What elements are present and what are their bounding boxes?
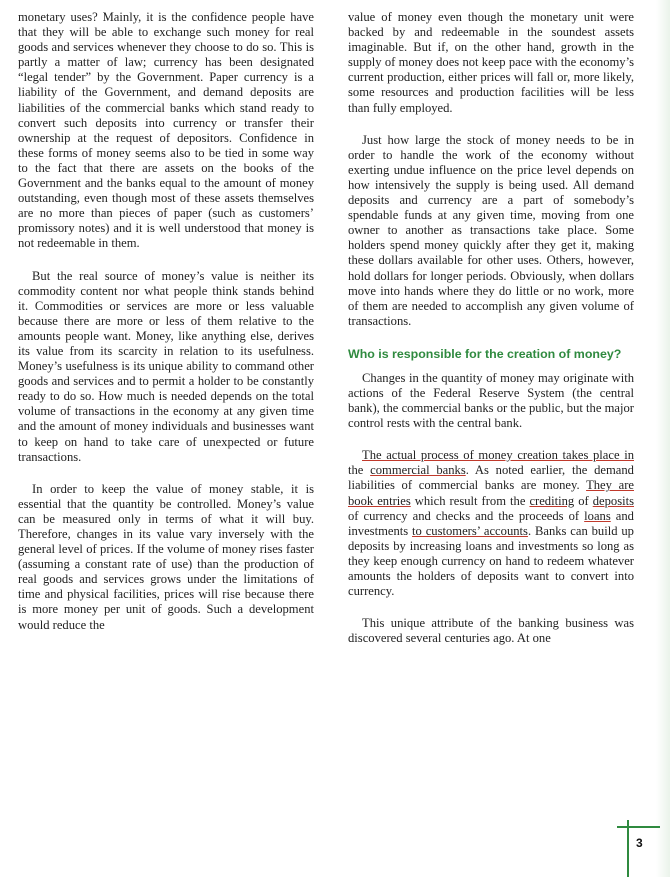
text-run: of currency and checks and the proceeds of: [348, 508, 585, 523]
text-run: of: [574, 493, 593, 508]
page-edge-tint: [656, 0, 670, 877]
underlined-phrase: loans: [584, 508, 611, 523]
left-paragraph-2: But the real source of money’s value is neither its commodity content nor what people think stands behind it. Commodities or services are more or less valuable because there are more or less of them relative to the amounts people want. Money, like anything else, derives its value from its scarcity in relation to its usefulness. Money’s usefulness is its unique ability to command other goods and services and to permit a holder to be constantly ready to do so. How much is needed depends on the total volume of transactions in the economy at any given time and the amount of money individuals and businesses want to keep on hand to take care of unexpected or future transactions.: [18, 268, 314, 464]
right-column: [348, 10, 634, 663]
corner-rule-vertical: [627, 820, 629, 877]
text-run: and investments: [348, 508, 634, 538]
underlined-phrase: They are book entries: [348, 478, 634, 508]
text-run: which result from the: [410, 493, 530, 508]
right-paragraph-1: value of money even though the monetary unit were backed by and redeemable in the soundest assets imaginable. But if, on the other hand, growth in the supply of money does not keep pace with the economy’s current production, either prices will fall or, more likely, some resources and production facilities will be less than fully employed.: [348, 10, 634, 115]
text-run: the: [348, 463, 371, 478]
left-paragraph-1: monetary uses? Mainly, it is the confidence people have that they will be able to exchange such money for real goods and services whenever they choose to do so. This is partly a matter of law; currency has been designated “legal tender” by the Government. Paper currency is a liability of the Government, and demand deposits are liabilities of the commercial banks which stand ready to convert such deposits into currency or transfer their ownership at the request of depositors. Confidence in these forms of money seems also to be tied in some way to the fact that there are assets on the books of the Government and the banks equal to the amount of money outstanding, even though most of these assets themselves are no more than pieces of paper (such as customers’ promissory notes) and it is well understood that money is not redeemable in them.: [18, 10, 314, 251]
left-column: [18, 10, 314, 650]
section-heading: Who is responsible for the creation of money?: [348, 346, 622, 361]
corner-rule-horizontal: [617, 826, 660, 828]
underlined-phrase: crediting: [529, 493, 575, 508]
right-paragraph-4: [348, 448, 634, 599]
underlined-phrase: The actual process of money creation takes place in: [362, 448, 634, 463]
page-number: 3: [636, 836, 643, 850]
underlined-phrase: commercial banks: [370, 463, 466, 478]
underlined-phrase: to customers’ accounts: [412, 523, 528, 538]
text-run: . As noted earlier, the demand liabilities of commercial banks are money.: [348, 463, 634, 493]
text-run: . Banks can build up deposits by increasing loans and investments so long as they keep enough currency on hand to redeem whatever amounts the holders of deposits want to convert into currency.: [348, 523, 634, 599]
right-paragraph-2: Just how large the stock of money needs to be in order to handle the work of the economy without exerting undue influence on the price level depends on how intensively the supply is being used. All demand deposits and currency are a part of somebody’s spendable funds at any given time, moving from one owner to another as transactions take place. Some holders spend money quickly after they get it, making these dollars available for other uses. Others, however, hold dollars for longer periods. Obviously, when dollars move into hands where they do little or no work, more of them are needed to accomplish any given volume of transactions.: [348, 132, 634, 328]
right-paragraph-3: Changes in the quantity of money may originate with actions of the Federal Reserve System (the central bank), the commercial banks or the public, but the major control rests with the central bank.: [348, 370, 634, 431]
right-paragraph-5: This unique attribute of the banking business was discovered several centuries ago. At one: [348, 616, 634, 646]
left-paragraph-3: In order to keep the value of money stable, it is essential that the quantity be controlled. Money’s value can be measured only in terms of what it will buy. Therefore, changes in its value vary inversely with the general level of prices. If the volume of money rises faster (assuming a constant rate of use) than the production of real goods and services grows under the limitations of time and physical facilities, prices will rise because there is more money per unit of goods. Such a development would reduce the: [18, 481, 314, 632]
underlined-phrase: deposits: [592, 493, 634, 508]
